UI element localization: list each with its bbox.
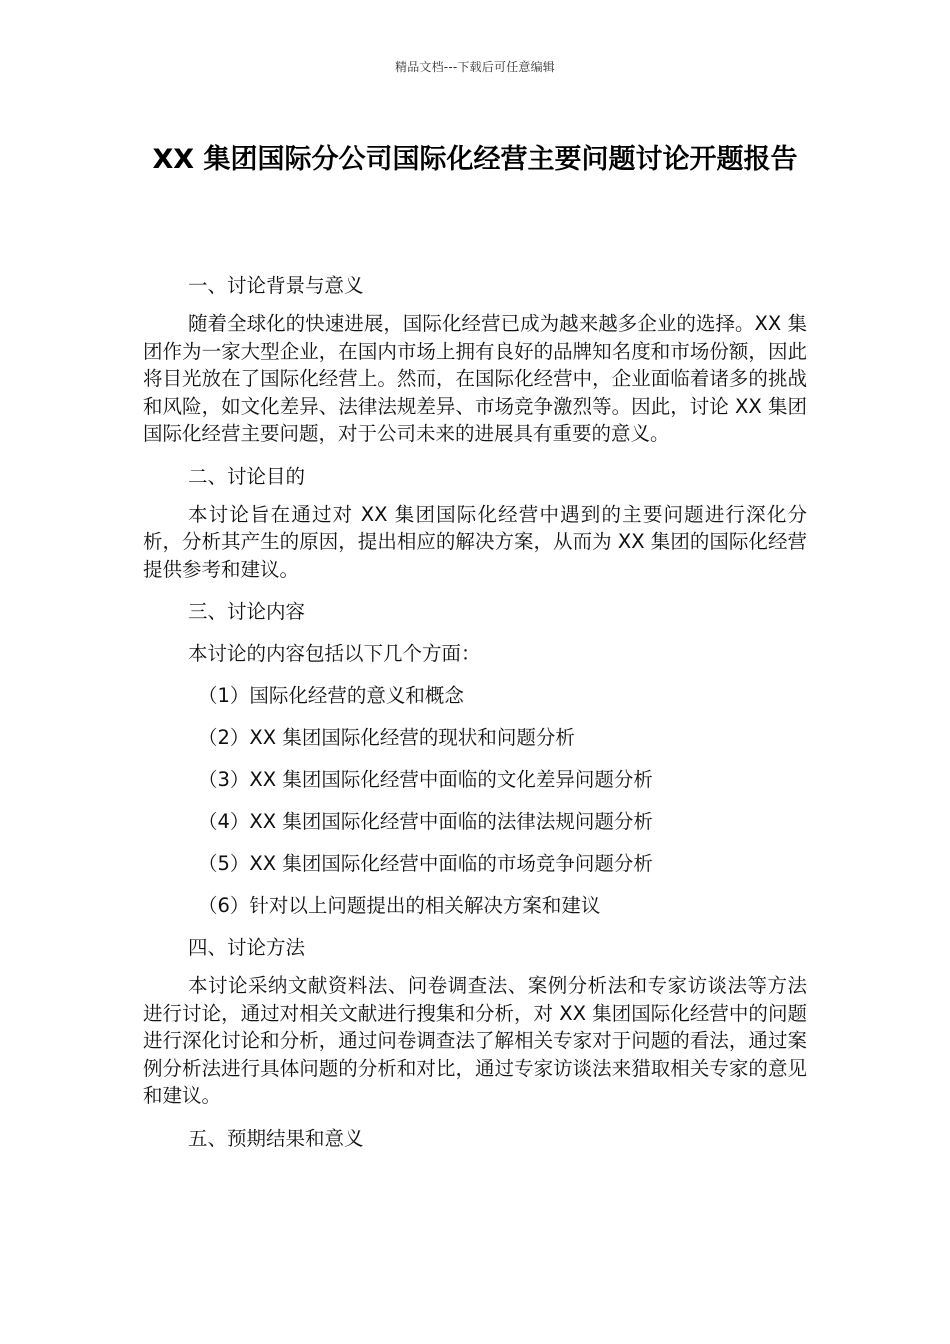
header-note: 精品文档---下载后可任意编辑	[395, 60, 555, 74]
section-paragraph-purpose: 本讨论旨在通过对 XX 集团国际化经营中遇到的主要问题进行深化分析，分析其产生的原因，提出相应的解决方案，从而为 XX 集团的国际化经营提供参考和建议。	[143, 502, 807, 581]
section-intro-content: 本讨论的内容包括以下几个方面：	[188, 642, 481, 665]
document-title: XX 集团国际分公司国际化经营主要问题讨论开题报告	[152, 144, 798, 175]
section-heading-content: 三、讨论内容	[188, 600, 306, 623]
list-item: （1）国际化经营的意义和概念	[198, 684, 464, 707]
section-paragraph-background: 随着全球化的快速进展，国际化经营已成为越来越多企业的选择。XX 集团作为一家大型企业，在国内市场上拥有良好的品牌知名度和市场份额，因此将目光放在了国际化经营上。然而，在国际化经营中，企业面临着诸多的挑战和风险，如文化差异、法律法规差异、市场竞争激烈等。因此，讨论 XX 集团国际化经营主要问题，对于公司未来的进展具有重要的意义。	[143, 312, 807, 445]
list-item: （2）XX 集团国际化经营的现状和问题分析	[198, 726, 575, 749]
list-item: （3）XX 集团国际化经营中面临的文化差异问题分析	[198, 768, 653, 791]
list-item: （5）XX 集团国际化经营中面临的市场竞争问题分析	[198, 852, 653, 875]
document-body	[143, 268, 807, 1163]
section-heading-background: 一、讨论背景与意义	[188, 274, 364, 297]
list-item: （4）XX 集团国际化经营中面临的法律法规问题分析	[198, 810, 653, 833]
section-heading-results: 五、预期结果和意义	[188, 1126, 364, 1150]
section-paragraph-method: 本讨论采纳文献资料法、问卷调查法、案例分析法和专家访谈法等方法进行讨论，通过对相关文献进行搜集和分析，对 XX 集团国际化经营中的问题进行深化讨论和分析，通过问卷调查法了解相关专家对于问题的看法，通过案例分析法进行具体问题的分析和对比，通过专家访谈法来猎取相关专家的意见和建议。	[143, 974, 807, 1107]
section-heading-purpose: 二、讨论目的	[188, 464, 306, 488]
content-list	[143, 678, 807, 930]
section-heading-method: 四、讨论方法	[188, 936, 306, 959]
list-item: （6）针对以上问题提出的相关解决方案和建议	[198, 894, 601, 917]
